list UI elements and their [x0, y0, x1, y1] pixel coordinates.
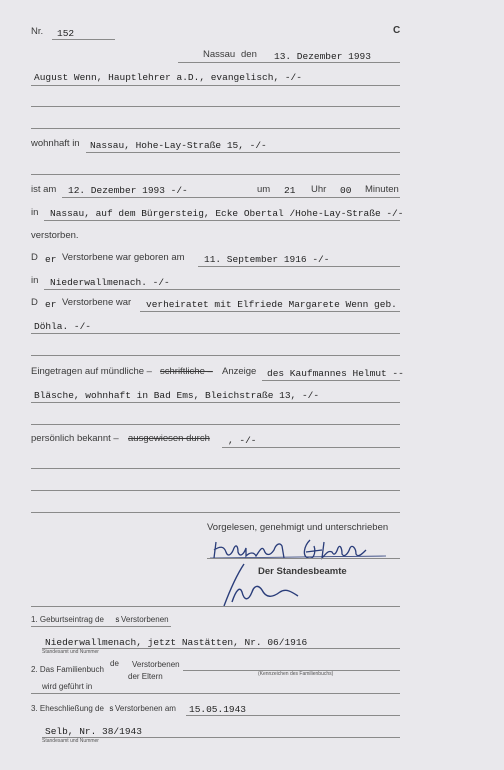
- birth-place: Niederwallmenach. -/-: [50, 277, 170, 288]
- rule: [62, 197, 400, 198]
- known-label: persönlich bekannt –: [31, 433, 119, 444]
- rule: [31, 424, 400, 425]
- footnote3-value: Selb, Nr. 38/1943: [45, 726, 142, 737]
- death-minute: 00: [340, 185, 352, 196]
- birth-label: Verstorbene war geboren am: [62, 252, 185, 263]
- known-value: , -/-: [228, 435, 257, 446]
- residence-label: wohnhaft in: [31, 138, 80, 149]
- death-hour: 21: [284, 185, 296, 196]
- rule: [222, 447, 400, 448]
- residence-value: Nassau, Hohe-Lay-Straße 15, -/-: [90, 140, 267, 151]
- rule: [207, 558, 400, 559]
- death-place: Nassau, auf dem Bürgersteig, Ecke Obertal /Hohe-Lay-Straße -/-: [50, 208, 404, 219]
- footnote2-eltern: der Eltern: [128, 672, 163, 681]
- uhr-label: Uhr: [311, 184, 327, 195]
- report-struck: schriftliche –: [160, 366, 213, 377]
- rule: [31, 174, 400, 175]
- footnote2-small: (Kennzeichen des Familienbuchs): [258, 671, 334, 677]
- footnote1-label: 1. Geburtseintrag de: [31, 615, 104, 624]
- rule: [31, 106, 400, 107]
- rule: [31, 490, 400, 491]
- footnote2-label: 2. Das Familienbuch: [31, 665, 104, 674]
- nr-underline: [52, 39, 115, 40]
- date-underline: [178, 62, 400, 63]
- rule: [262, 380, 400, 381]
- footnote1-small: Standesamt und Nummer: [42, 649, 99, 655]
- marriage-label: Verstorbene war: [62, 297, 132, 308]
- footnote2-de: de: [110, 659, 119, 668]
- report-label-2: Anzeige: [222, 366, 257, 377]
- death-in-label: in: [31, 207, 39, 218]
- official-signature: [214, 562, 304, 608]
- footnote3-label-2: Verstorbenen am: [115, 704, 176, 713]
- rule: [31, 333, 400, 334]
- rule: [31, 85, 400, 86]
- rule: [44, 289, 400, 290]
- informant-line: August Wenn, Hauptlehrer a.D., evangelisch, -/-: [34, 72, 302, 83]
- rule: [186, 715, 400, 716]
- birth-typed-er: er: [45, 254, 57, 265]
- birth-date: 11. September 1916 -/-: [204, 254, 330, 265]
- rule: [31, 468, 400, 469]
- marriage-value: verheiratet mit Elfriede Margarete Wenn geb.: [146, 299, 397, 310]
- rule: [31, 693, 400, 694]
- rule: [31, 512, 400, 513]
- form-letter: C: [393, 25, 401, 36]
- footnote3-date: 15.05.1943: [189, 704, 247, 715]
- death-date: 12. Dezember 1993 -/-: [68, 185, 188, 196]
- rule: [86, 152, 400, 153]
- rule: [31, 402, 400, 403]
- footnote1-value: Niederwallmenach, jetzt Nastätten, Nr. 06/1916: [45, 637, 308, 648]
- section-divider: [31, 606, 400, 607]
- document-date: 13. Dezember 1993: [274, 51, 371, 62]
- ist-am-label: ist am: [31, 184, 57, 195]
- footnote2-label-2: wird geführt in: [42, 682, 93, 691]
- report-value-2: Bläsche, wohnhaft in Bad Ems, Bleichstraße 13, -/-: [34, 390, 320, 401]
- footnote1-label-2: Verstorbenen: [121, 615, 169, 624]
- place-value: Nassau: [203, 49, 236, 60]
- marriage-typed-er: er: [45, 299, 57, 310]
- minuten-label: Minuten: [365, 184, 399, 195]
- report-value: des Kaufmannes Helmut --: [267, 368, 404, 379]
- read-approved-label: Vorgelesen, genehmigt und unterschrieben: [207, 522, 389, 533]
- rule: [44, 220, 400, 221]
- um-label: um: [257, 184, 271, 195]
- marriage-prefix: D: [31, 297, 38, 308]
- footnote2-verstorbenen: Verstorbenen: [132, 660, 180, 669]
- birth-in-label: in: [31, 275, 39, 286]
- known-struck: ausgewiesen durch: [128, 433, 210, 444]
- footnote3-typed: s: [109, 705, 114, 714]
- rule: [31, 128, 400, 129]
- rule: [31, 626, 171, 627]
- birth-prefix: D: [31, 252, 38, 263]
- nr-value: 152: [57, 28, 75, 39]
- footnote3-small: Standesamt und Nummer: [42, 738, 99, 744]
- footnote3-label: 3. Eheschließung de: [31, 704, 104, 713]
- informant-signature: [210, 532, 390, 564]
- verstorben-label: verstorben.: [31, 230, 79, 241]
- report-label: Eingetragen auf mündliche –: [31, 366, 152, 377]
- den-label: den: [241, 49, 257, 60]
- rule: [140, 311, 400, 312]
- rule: [198, 266, 400, 267]
- nr-label: Nr.: [31, 26, 44, 37]
- official-label: Der Standesbeamte: [258, 566, 347, 577]
- marriage-value-2: Döhla. -/-: [34, 321, 92, 332]
- footnote1-typed: s: [115, 616, 120, 625]
- rule: [31, 355, 400, 356]
